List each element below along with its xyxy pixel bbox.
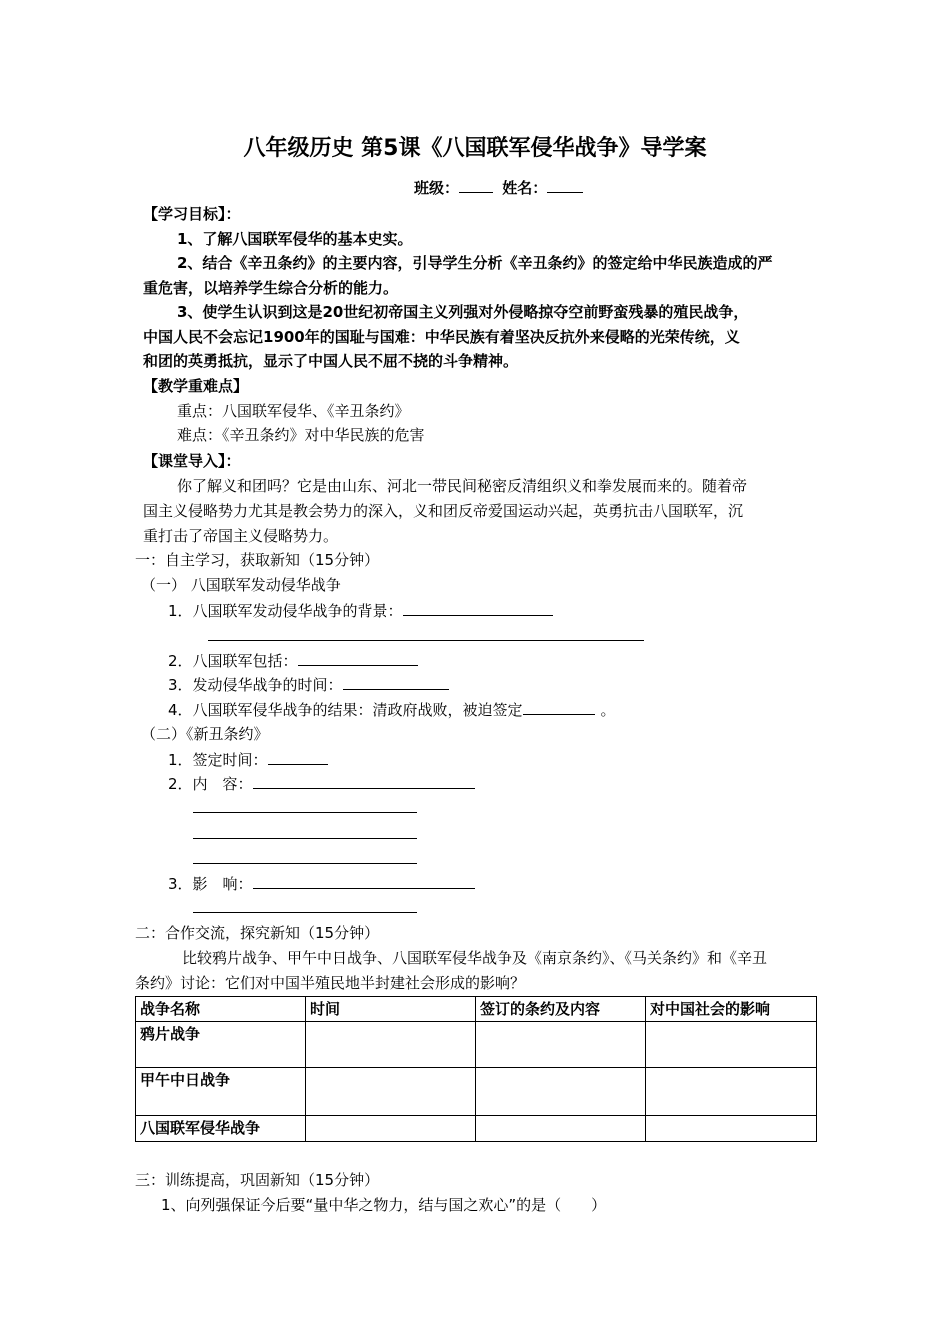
intro-heading: 【课堂导入】：: [143, 452, 241, 470]
war-name-cell: 鸦片战争: [136, 1022, 306, 1068]
objective-3-line-3: 和团的英勇抵抗，显示了中国人民不屈不挠的斗争精神。: [143, 352, 519, 370]
part1-q1-blank-2[interactable]: [208, 640, 644, 641]
part2-desc-line-1: 比较鸦片战争、甲午中日战争、八国联军侵华战争及《南京条约》、《马关条约》和《辛丑: [182, 949, 768, 967]
table-row: [136, 1022, 817, 1068]
name-blank[interactable]: [547, 177, 583, 193]
part1-q4: [168, 699, 616, 720]
intro-line-3: 重打击了帝国主义侵略势力。: [143, 527, 339, 545]
part2-heading: 二：合作交流，探究新知（15分钟）: [135, 924, 380, 942]
intro-line-2: 国主义侵略势力尤其是教会势力的深入，义和团反帝爱国运动兴起，英勇抗击八国联军，沉: [143, 502, 744, 520]
part1-sub1: （一） 八国联军发动侵华战争: [141, 576, 341, 594]
name-label: 姓名：: [502, 179, 548, 197]
part1-q4-end: 。: [600, 701, 616, 719]
part1-s1-blank[interactable]: [268, 749, 328, 765]
answer-cell[interactable]: [646, 1022, 817, 1068]
part1-q3-label: 3．发动侵华战争的时间：: [168, 676, 343, 694]
part1-s3-blank-2[interactable]: [193, 912, 417, 913]
part1-q2: [168, 650, 418, 671]
comparison-table: [135, 996, 817, 1142]
part1-q2-blank[interactable]: [298, 650, 418, 666]
part1-s2-label: 2．内 容：: [168, 775, 253, 793]
answer-cell[interactable]: [476, 1022, 646, 1068]
answer-cell[interactable]: [306, 1022, 476, 1068]
table-header-row: [136, 997, 817, 1022]
table-header: 对中国社会的影响: [646, 997, 817, 1022]
objectives-heading: 【学习目标】：: [143, 205, 241, 223]
answer-cell[interactable]: [646, 1116, 817, 1142]
objective-3-line-1: 3、使学生认识到这是20世纪初帝国主义列强对外侵略掠夺空前野蛮残暴的殖民战争，: [177, 303, 749, 321]
part1-q3-blank[interactable]: [343, 674, 449, 690]
objective-2-line-1: 2、结合《辛丑条约》的主要内容，引导学生分析《辛丑条约》的签定给中华民族造成的严: [177, 254, 773, 272]
part1-s3: [168, 873, 475, 894]
part1-q4-label: 4．八国联军侵华战争的结果：清政府战败，被迫签定: [168, 701, 523, 719]
answer-cell[interactable]: [476, 1116, 646, 1142]
class-name-line: [414, 177, 583, 198]
part1-s3-blank[interactable]: [253, 873, 475, 889]
part1-q3: [168, 674, 449, 695]
part1-s2-blank-4[interactable]: [193, 863, 417, 864]
answer-cell[interactable]: [306, 1116, 476, 1142]
page-title: 八年级历史 第5课《八国联军侵华战争》导学案: [243, 136, 707, 161]
war-name-cell: 八国联军侵华战争: [136, 1116, 306, 1142]
part1-s1: [168, 749, 328, 770]
table-header: 签订的条约及内容: [476, 997, 646, 1022]
answer-cell[interactable]: [306, 1068, 476, 1116]
part1-s2-blank[interactable]: [253, 773, 475, 789]
table-header: 时间: [306, 997, 476, 1022]
table-row: [136, 1116, 817, 1142]
part1-q1-label: 1．八国联军发动侵华战争的背景：: [168, 602, 403, 620]
part1-s1-label: 1．签定时间：: [168, 751, 268, 769]
answer-cell[interactable]: [646, 1068, 817, 1116]
part3-heading: 三：训练提高，巩固新知（15分钟）: [135, 1171, 380, 1189]
part1-s2-blank-2[interactable]: [193, 812, 417, 813]
objective-2-line-2: 重危害，以培养学生综合分析的能力。: [143, 279, 399, 297]
part1-q1-blank[interactable]: [403, 600, 553, 616]
part1-q2-label: 2．八国联军包括：: [168, 652, 298, 670]
class-blank[interactable]: [459, 177, 493, 193]
part1-sub2: （二）《新丑条约》: [141, 725, 269, 743]
part1-s2-blank-3[interactable]: [193, 838, 417, 839]
table-row: [136, 1068, 817, 1116]
part2-desc-line-2: 条约》讨论：它们对中国半殖民地半封建社会形成的影响？: [135, 974, 526, 992]
part1-heading: 一：自主学习，获取新知（15分钟）: [135, 551, 380, 569]
part1-s3-label: 3．影 响：: [168, 875, 253, 893]
table-header: 战争名称: [136, 997, 306, 1022]
key-point: 重点：八国联军侵华、《辛丑条约》: [177, 402, 410, 420]
part1-q4-blank[interactable]: [523, 699, 595, 715]
part3-q1: 1、向列强保证今后要“量中华之物力，结与国之欢心”的是（ ）: [161, 1196, 607, 1214]
answer-cell[interactable]: [476, 1068, 646, 1116]
objective-3-line-2: 中国人民不会忘记1900年的国耻与国难：中华民族有着坚决反抗外来侵略的光荣传统，义: [143, 328, 740, 346]
war-name-cell: 甲午中日战争: [136, 1068, 306, 1116]
part1-s2: [168, 773, 475, 794]
difficulty-point: 难点：《辛丑条约》对中华民族的危害: [177, 426, 425, 444]
objective-1: 1、了解八国联军侵华的基本史实。: [177, 230, 413, 248]
class-label: 班级：: [414, 179, 460, 197]
intro-line-1: 你了解义和团吗？它是由山东、河北一带民间秘密反清组织义和拳发展而来的。随着帝: [177, 477, 748, 495]
key-points-heading: 【教学重难点】: [143, 377, 249, 395]
part1-q1: [168, 600, 553, 621]
